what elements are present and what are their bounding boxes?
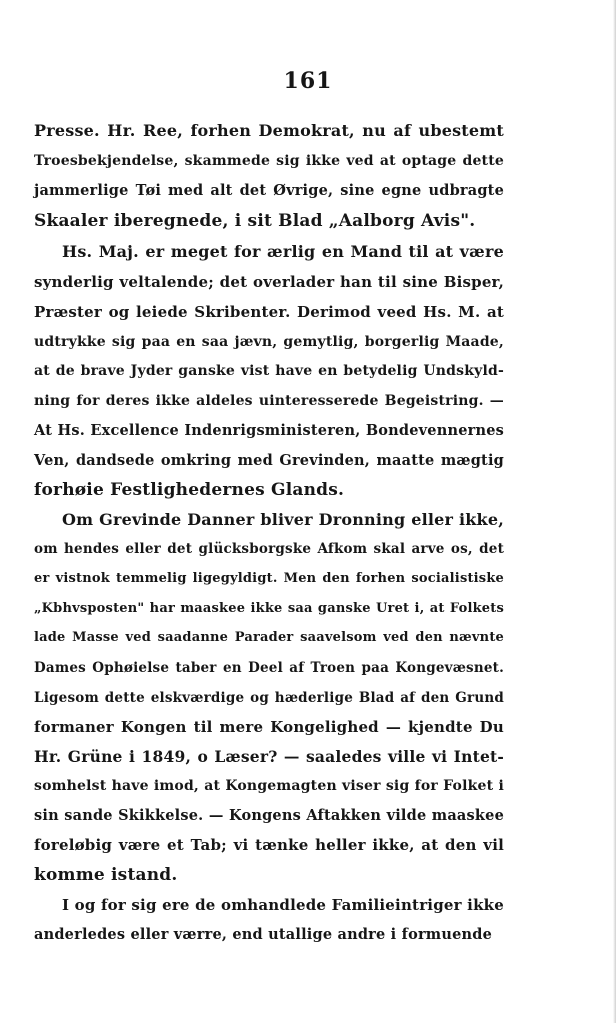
- text-line: synderlig veltalende; det overlader han til sine Bisper,: [34, 273, 504, 291]
- text-line: At Hs. Excellence Indenrigsministeren, Bondevennernes: [34, 422, 504, 439]
- text-line: Om Grevinde Danner bliver Dronning eller ikke,: [62, 510, 504, 529]
- text-line: lade Masse ved saadanne Parader saavelsom ved den nævnte: [34, 630, 504, 645]
- text-line: somhelst have imod, at Kongemagten viser sig for Folket i: [34, 778, 504, 794]
- text-line: ning for deres ikke aldeles uinteresserede Begeistring. —: [34, 393, 504, 409]
- text-line: Præster og leiede Skribenter. Derimod veed Hs. M. at: [34, 303, 504, 321]
- text-line: Dames Ophøielse taber en Deel af Troen paa Kongevæsnet.: [34, 660, 504, 676]
- page-number: 161: [283, 68, 333, 94]
- text-line: Ligesom dette elskværdige og hæderlige Blad af den Grund: [34, 690, 504, 706]
- text-line: komme istand.: [34, 865, 178, 885]
- text-line: formaner Kongen til mere Kongelighed — kjendte Du: [34, 718, 504, 736]
- text-line: Hr. Grüne i 1849, o Læser? — saaledes ville vi Intet-: [34, 747, 504, 766]
- text-line: I og for sig ere de omhandlede Familieintriger ikke: [62, 896, 504, 914]
- text-line: udtrykke sig paa en saa jævn, gemytlig, borgerlig Maade,: [34, 334, 504, 350]
- text-line: Skaaler iberegnede, i sit Blad „Aalborg Avis".: [34, 211, 476, 231]
- text-line: Hs. Maj. er meget for ærlig en Mand til at være: [62, 242, 504, 261]
- text-line: er vistnok temmelig ligegyldigt. Men den forhen socialistiske: [34, 571, 504, 586]
- text-line: at de brave Jyder ganske vist have en betydelig Undskyld-: [34, 363, 504, 379]
- text-line: foreløbig være et Tab; vi tænke heller ikke, at den vil: [34, 836, 504, 854]
- text-line: sin sande Skikkelse. — Kongens Aftakken vilde maaskee: [34, 807, 504, 824]
- text-line: jammerlige Tøi med alt det Øvrige, sine egne udbragte: [34, 182, 504, 199]
- text-line: forhøie Festlighedernes Glands.: [34, 480, 345, 500]
- text-line: Troesbekjendelse, skammede sig ikke ved at optage dette: [34, 153, 504, 169]
- text-line: Ven, dandsede omkring med Grevinden, maatte mægtig: [34, 452, 504, 469]
- text-line: Presse. Hr. Ree, forhen Demokrat, nu af ubestemt: [34, 121, 504, 140]
- text-line: anderledes eller værre, end utallige andre i formuende: [34, 926, 493, 943]
- text-line: om hendes eller det glücksborgske Afkom skal arve os, det: [34, 541, 504, 557]
- text-line: „Kbhvsposten" har maaskee ikke saa ganske Uret i, at Folkets: [34, 601, 504, 616]
